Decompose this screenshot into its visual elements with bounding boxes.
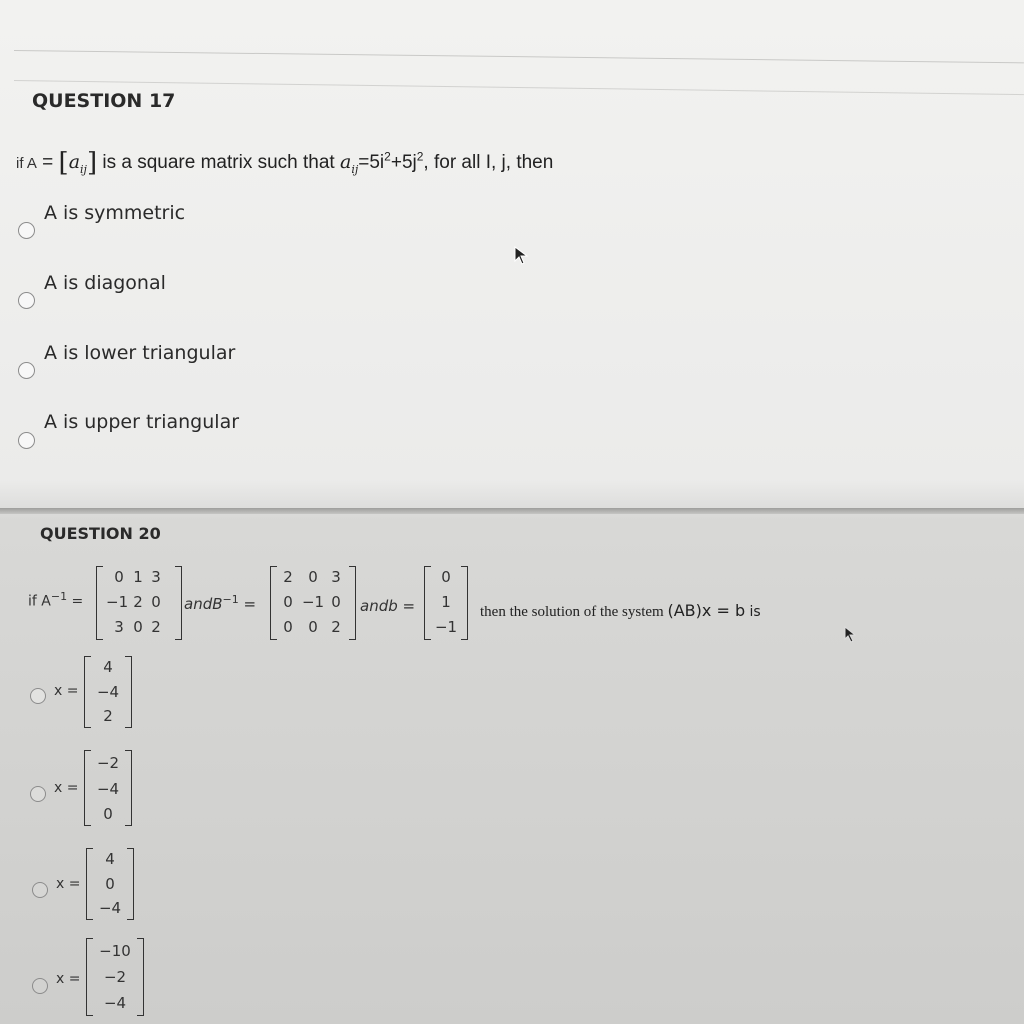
- b-vector: 0 1 −1: [424, 566, 468, 640]
- question-17-text: if $A = [a_{ij}]$ is a square matrix such that $a_{ij}=5i^2+5j^2$, for all I, j, then: [16, 148, 554, 178]
- q20-option-1-vector: 4 −4 2: [84, 656, 132, 728]
- q20-if-a-inverse-label: if $A^{-1}$ =: [28, 590, 84, 610]
- q20-option-1-x-label: x =: [54, 683, 79, 699]
- q20-option-2-radio[interactable]: [30, 786, 46, 802]
- q20-question-text: then the solution of the system (AB)x = b is: [480, 601, 761, 620]
- top-rule: [14, 50, 1024, 63]
- q20-option-3-radio[interactable]: [32, 882, 48, 898]
- q20-option-2-vector: −2 −4 0: [84, 750, 132, 826]
- q17-option-4-radio[interactable]: [18, 432, 35, 449]
- q20-option-3-x-label: x =: [56, 876, 81, 892]
- q20-option-3-vector: 4 0 −4: [86, 848, 134, 920]
- q17-option-4-label: A is upper triangular: [44, 411, 240, 433]
- q17-option-1-radio[interactable]: [18, 222, 35, 239]
- q20-option-4-vector: −10 −2 −4: [86, 938, 144, 1016]
- q20-and-b-label: andb =: [360, 597, 416, 615]
- q17-option-2-label: A is diagonal: [44, 272, 166, 294]
- q20-option-4-radio[interactable]: [32, 978, 48, 994]
- q20-and-b-inverse-label: andB$^{-1}$ =: [184, 593, 257, 613]
- q17-option-2-radio[interactable]: [18, 292, 35, 309]
- question-17-title: QUESTION 17: [32, 90, 176, 112]
- b-inverse-matrix: 2 0 3 0 −1 0 0 0 2: [270, 566, 356, 640]
- question-20-title: QUESTION 20: [40, 524, 161, 543]
- q17-option-1-label: A is symmetric: [44, 202, 186, 224]
- q17-option-3-label: A is lower triangular: [44, 342, 236, 364]
- q20-option-4-x-label: x =: [56, 971, 81, 987]
- q17-option-3-radio[interactable]: [18, 362, 35, 379]
- q20-option-2-x-label: x =: [54, 780, 79, 796]
- a-inverse-matrix: 0 1 3 −1 2 0 3 0 2: [96, 566, 182, 640]
- section-divider: [0, 508, 1024, 514]
- q20-option-1-radio[interactable]: [30, 688, 46, 704]
